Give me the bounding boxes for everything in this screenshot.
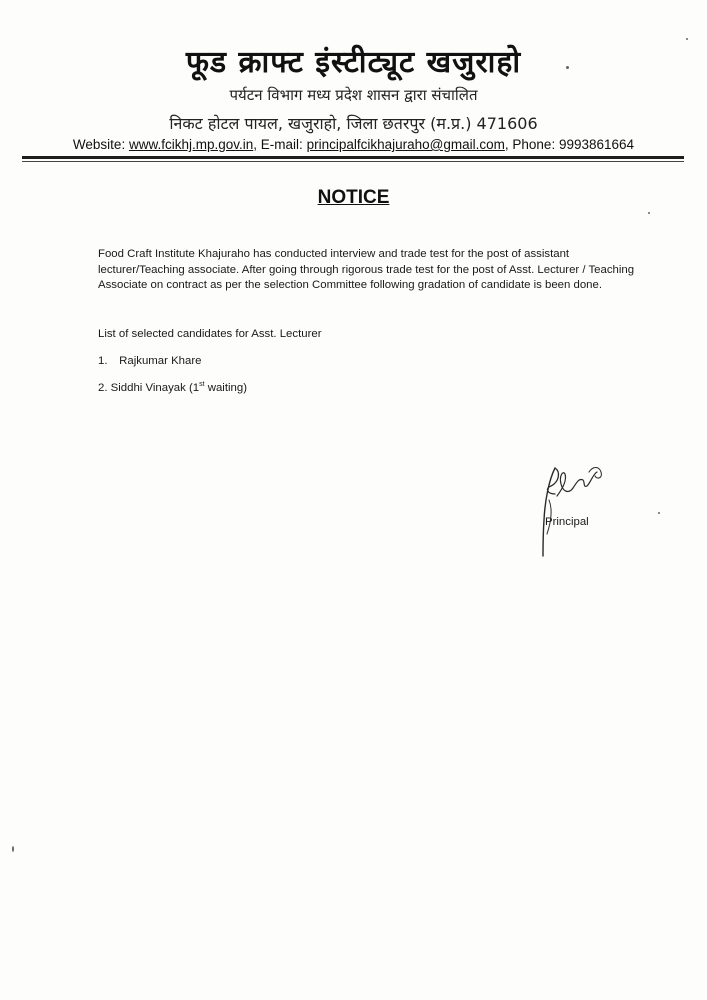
contact-line: [0, 137, 707, 152]
scan-speck: [686, 38, 688, 40]
email-label: E-mail:: [260, 137, 303, 152]
address-line: निकट होटल पायल, खजुराहो, जिला छतरपुर (म.प्र.) 471606: [169, 114, 538, 133]
ordinal-suffix: st: [199, 381, 205, 388]
candidate-name: Siddhi Vinayak (1: [110, 381, 200, 394]
website-link[interactable]: www.fcikhj.mp.gov.in: [128, 137, 254, 152]
principal-signature: [535, 460, 615, 560]
header-rule-thin: [22, 161, 684, 162]
separator: ,: [253, 137, 258, 152]
principal-title: Principal: [545, 516, 589, 528]
candidate-name: Rajkumar Khare: [119, 355, 202, 367]
phone-label: Phone:: [512, 137, 556, 152]
candidate-number: 1.: [98, 355, 108, 367]
separator: ,: [504, 137, 509, 152]
scan-speck: [12, 846, 14, 852]
notice-title: NOTICE: [317, 187, 390, 208]
notice-body: Food Craft Institute Khajuraho has conducted interview and trade test for the post of assistant lecturer/Teaching associate. After going through rigorous trade test for the post of Asst. Lecturer / Teaching Associate on contract as per the selection Committee following gradation of candidate is been done.: [98, 248, 635, 291]
header-rule: [22, 156, 684, 159]
institute-name-hindi: फूड क्राफ्ट इंस्टीट्यूट खजुराहो: [185, 45, 522, 80]
candidate-note: waiting): [204, 381, 247, 394]
candidate-number: 2.: [98, 381, 108, 394]
scan-speck: [566, 66, 569, 69]
department-line: पर्यटन विभाग मध्य प्रदेश शासन द्वारा संचालित: [229, 86, 478, 104]
candidate-item: [98, 355, 201, 367]
email-link[interactable]: principalfcikhajuraho@gmail.com: [306, 137, 505, 152]
scan-speck: [648, 212, 650, 214]
website-label: Website:: [72, 137, 126, 152]
phone-number: 9993861664: [558, 137, 635, 152]
candidate-item: [98, 381, 247, 394]
list-heading: List of selected candidates for Asst. Lecturer: [98, 328, 322, 340]
scan-speck: [658, 512, 660, 514]
